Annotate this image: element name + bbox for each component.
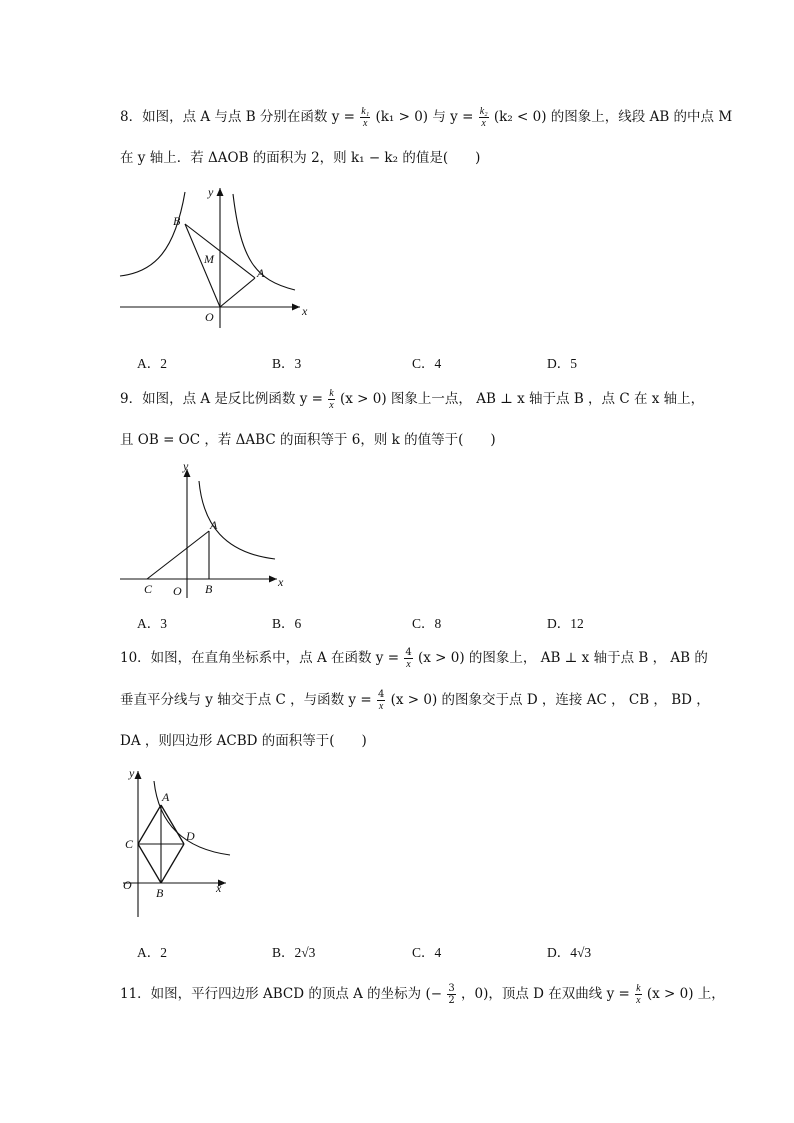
q10-line2 <box>120 689 710 712</box>
q8-frac1-den: x <box>362 118 368 129</box>
q10-label-O: O <box>123 878 132 892</box>
q11-fraction-1 <box>447 983 455 1006</box>
q11-text-1: 11．如图，平行四边形 ABCD 的顶点 A 的坐标为 (− <box>120 986 443 1002</box>
q9-text-2: (x > 0) 图象上一点， AB ⊥ x 轴于点 B ，点 C 在 x 轴上， <box>339 391 705 407</box>
q8-line2: 在 y 轴上．若 ΔAOB 的面积为 2，则 k₁ − k₂ 的值是( ) <box>120 150 481 166</box>
q10-figure <box>118 763 243 921</box>
q9-label-B: B <box>205 582 213 596</box>
q8-option-d: D．5 <box>547 356 577 371</box>
q11-line1 <box>120 983 725 1006</box>
q10-line3: DA ，则四边形 ACBD 的面积等于( ) <box>120 733 367 749</box>
q10-line1 <box>120 647 708 670</box>
q9-line1 <box>120 388 704 411</box>
q8-frac2-den: x <box>481 118 486 129</box>
q8-frac1-num: k₁ <box>361 106 370 117</box>
q10-label-D: D <box>186 829 195 843</box>
q8-label-M: M <box>204 252 214 266</box>
q8-label-y: y <box>208 185 214 199</box>
q10-frac1-den: x <box>406 659 411 670</box>
q10-option-c: C．4 <box>412 945 442 960</box>
q11-frac2-num: k <box>636 983 641 994</box>
q8-line1 <box>120 106 732 129</box>
q11-frac1-den: 2 <box>448 995 455 1006</box>
q9-option-c: C．8 <box>412 616 442 631</box>
q11-text-3: (x > 0) 上， <box>646 986 725 1002</box>
q10-option-d: D．4√3 <box>547 945 592 960</box>
q8-label-B: B <box>173 214 181 228</box>
q10-frac2-den: x <box>378 701 384 712</box>
q9-option-a: A．3 <box>137 616 167 631</box>
q9-label-O: O <box>173 584 182 598</box>
q10-text-2: (x > 0) 的图象上， AB ⊥ x 轴于点 B ， AB 的 <box>418 650 708 666</box>
q10-frac1-num: 4 <box>405 647 412 658</box>
q10-label-A: A <box>162 790 170 804</box>
q10-text-4: (x > 0) 的图象交于点 D ，连接 AC ， CB ， BD ， <box>390 692 710 708</box>
q10-label-x: x <box>216 881 222 895</box>
q8-option-b: B．3 <box>272 356 302 371</box>
q9-line2: 且 OB = OC ，若 ΔABC 的面积等于 6，则 k 的值等于( ) <box>120 432 496 448</box>
q10-fraction-1 <box>404 647 412 670</box>
q11-frac1-num: 3 <box>448 983 455 994</box>
q8-figure <box>115 180 315 330</box>
q9-figure <box>115 455 295 600</box>
q9-option-d: D．12 <box>547 616 584 631</box>
q9-label-A: A <box>210 518 218 532</box>
q9-label-C: C <box>144 582 153 596</box>
q11-frac2-den: x <box>636 995 641 1006</box>
q9-label-y: y <box>183 459 189 473</box>
q8-label-A: A <box>257 266 265 280</box>
q9-text-1: 9．如图，点 A 是反比例函数 y = <box>120 391 328 407</box>
q10-fraction-2 <box>377 689 385 712</box>
q9-frac-num: k <box>329 388 334 399</box>
q10-option-a: A．2 <box>137 945 167 960</box>
q10-label-B: B <box>156 886 164 900</box>
q10-option-b: B．2√3 <box>272 945 316 960</box>
q8-option-c: C．4 <box>412 356 442 371</box>
q8-label-O: O <box>205 310 214 324</box>
q9-option-b: B．6 <box>272 616 302 631</box>
q10-label-y: y <box>129 766 135 780</box>
q8-text-2: (k₁ > 0) 与 y = <box>375 109 478 125</box>
q8-frac2-num: k₂ <box>479 106 488 117</box>
q11-fraction-2 <box>635 983 641 1006</box>
q8-text-3: (k₂ < 0) 的图象上，线段 AB 的中点 M <box>493 109 733 125</box>
q8-fraction-1 <box>360 106 370 129</box>
q11-text-2: ，0)，顶点 D 在双曲线 y = <box>461 986 635 1002</box>
q8-fraction-2 <box>479 106 489 129</box>
q8-label-x: x <box>302 304 308 318</box>
q8-option-a: A．2 <box>137 356 167 371</box>
q8-text-1: 8．如图，点 A 与点 B 分别在函数 y = <box>120 109 360 125</box>
q10-label-C: C <box>125 837 134 851</box>
q10-text-3: 垂直平分线与 y 轴交于点 C ，与函数 y = <box>120 692 376 708</box>
q9-frac-den: x <box>329 400 334 411</box>
q9-label-x: x <box>278 575 284 589</box>
q10-frac2-num: 4 <box>377 689 385 700</box>
q10-text-1: 10．如图，在直角坐标系中，点 A 在函数 y = <box>120 650 404 666</box>
q9-fraction <box>328 388 334 411</box>
